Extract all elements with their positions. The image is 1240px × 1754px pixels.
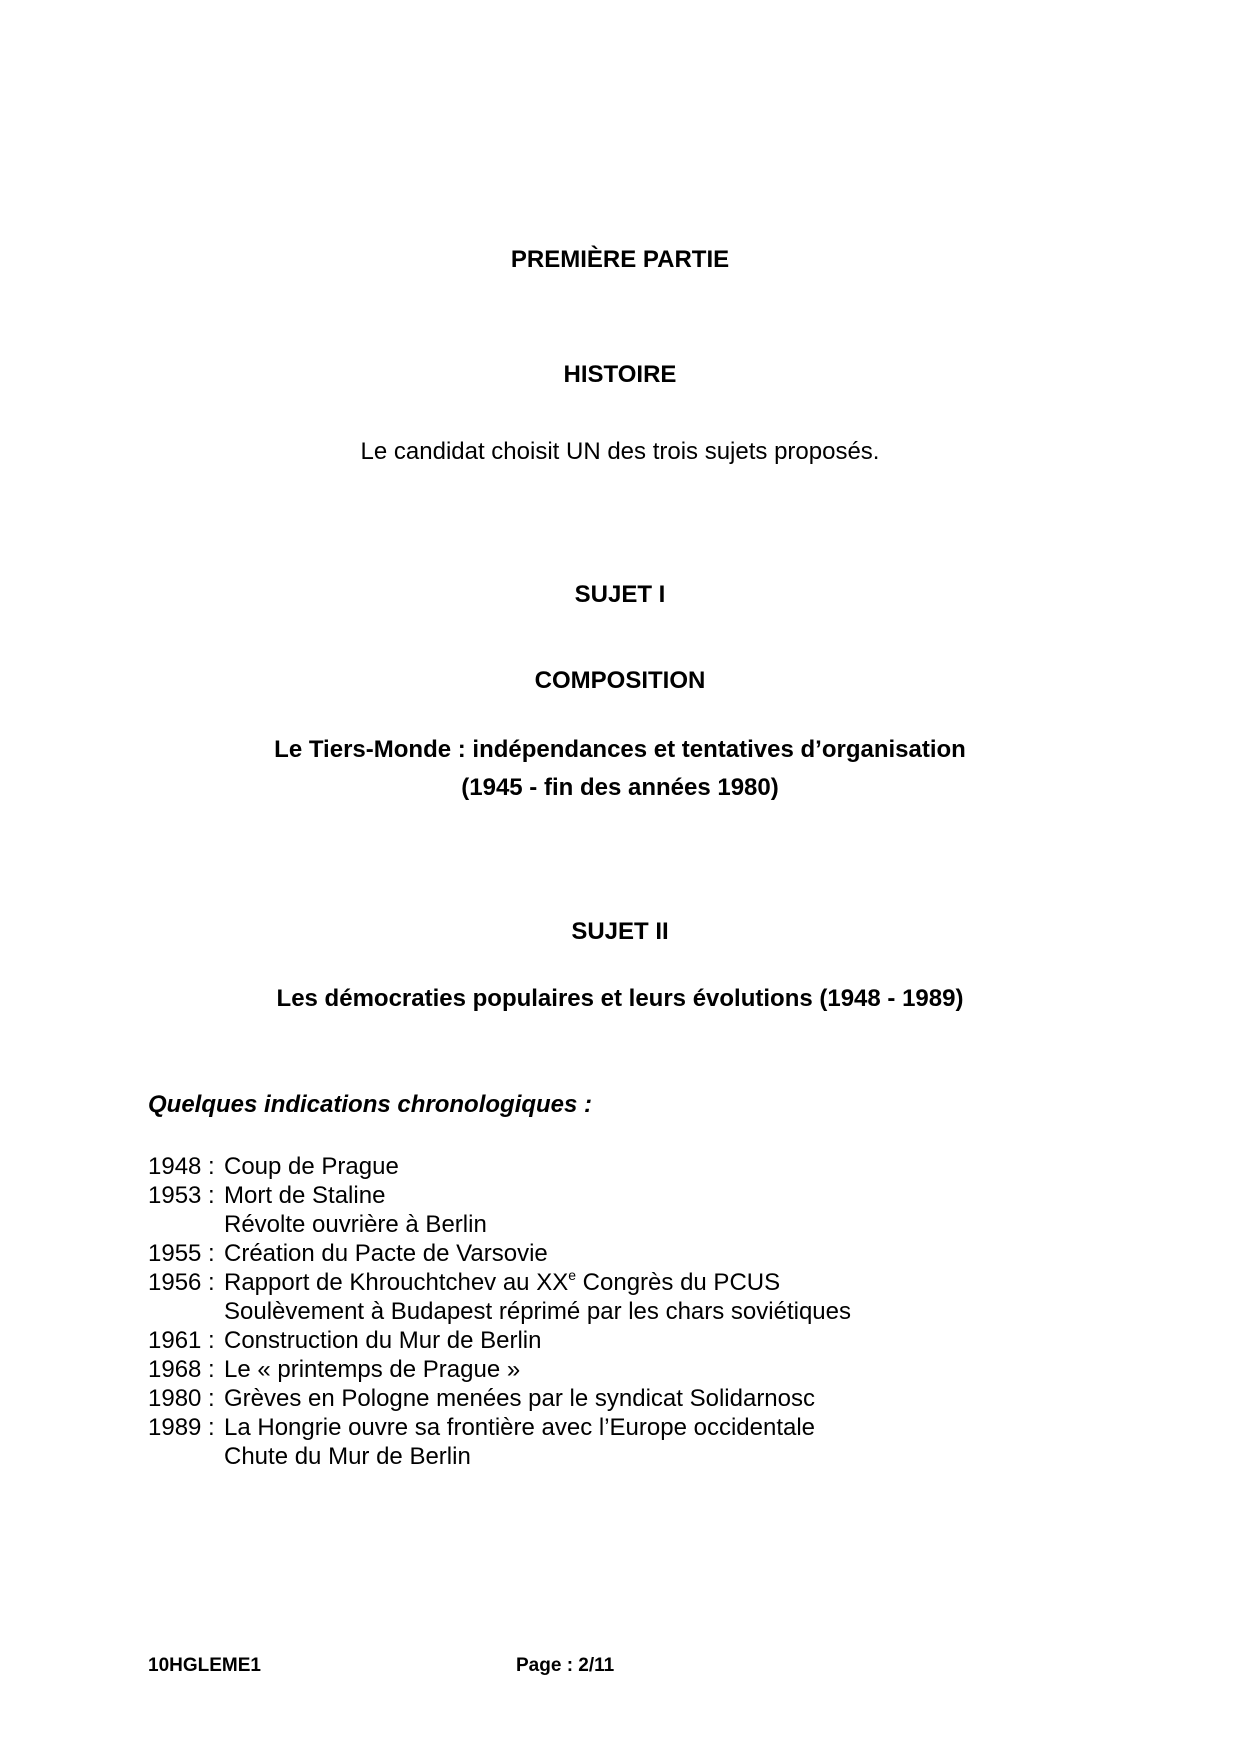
sujet1-label: SUJET I xyxy=(574,581,666,608)
chronology-year: 1980 : xyxy=(148,1385,215,1412)
chronology-event: Révolte ouvrière à Berlin xyxy=(224,1211,487,1238)
chronology-entry xyxy=(148,1384,851,1413)
chronology-year: 1948 : xyxy=(148,1153,215,1180)
chronology-event: Mort de Staline xyxy=(224,1182,386,1209)
chronology-event-text: Rapport de Khrouchtchev au XX xyxy=(224,1269,569,1296)
chronology-intro: Quelques indications chronologiques : xyxy=(148,1091,593,1118)
sujet1-title-line2: (1945 - fin des années 1980) xyxy=(461,774,779,801)
superscript: e xyxy=(568,1267,577,1283)
chronology-entry xyxy=(148,1326,851,1355)
sujet2-title: Les démocraties populaires et leurs évolutions (1948 - 1989) xyxy=(276,985,964,1012)
chronology-entry xyxy=(148,1268,851,1326)
sujet2-label: SUJET II xyxy=(571,918,669,945)
chronology-year: 1989 : xyxy=(148,1414,215,1441)
chronology-event: Coup de Prague xyxy=(224,1153,399,1180)
chronology-event: Le « printemps de Prague » xyxy=(224,1356,521,1383)
chronology-event-text: Congrès du PCUS xyxy=(576,1269,781,1296)
chronology-list xyxy=(148,1152,851,1471)
sujet1-title-line1: Le Tiers-Monde : indépendances et tentatives d’organisation xyxy=(274,736,966,763)
chronology-year: 1956 : xyxy=(148,1269,215,1296)
chronology-event: Grèves en Pologne menées par le syndicat Solidarnosc xyxy=(224,1385,815,1412)
chronology-event: Soulèvement à Budapest réprimé par les chars soviétiques xyxy=(224,1298,851,1325)
chronology-year: 1955 : xyxy=(148,1240,215,1267)
chronology-event: Création du Pacte de Varsovie xyxy=(224,1240,548,1267)
chronology-event: La Hongrie ouvre sa frontière avec l’Europe occidentale xyxy=(224,1414,816,1441)
instruction-text: Le candidat choisit UN des trois sujets proposés. xyxy=(360,438,880,465)
chronology-event xyxy=(224,1268,851,1297)
chronology-year: 1961 : xyxy=(148,1327,215,1354)
part-title: PREMIÈRE PARTIE xyxy=(510,246,730,273)
document-code: 10HGLEME1 xyxy=(148,1655,261,1676)
chronology-entry xyxy=(148,1413,851,1471)
chronology-event: Construction du Mur de Berlin xyxy=(224,1327,542,1354)
subject-heading: HISTOIRE xyxy=(563,361,677,388)
chronology-entry xyxy=(148,1152,851,1181)
chronology-entry xyxy=(148,1239,851,1268)
chronology-entry xyxy=(148,1355,851,1384)
chronology-event: Chute du Mur de Berlin xyxy=(224,1443,471,1470)
sujet1-type: COMPOSITION xyxy=(534,667,706,694)
chronology-entry xyxy=(148,1181,851,1239)
chronology-year: 1968 : xyxy=(148,1356,215,1383)
page-number: Page : 2/11 xyxy=(516,1655,615,1676)
chronology-year: 1953 : xyxy=(148,1182,215,1209)
